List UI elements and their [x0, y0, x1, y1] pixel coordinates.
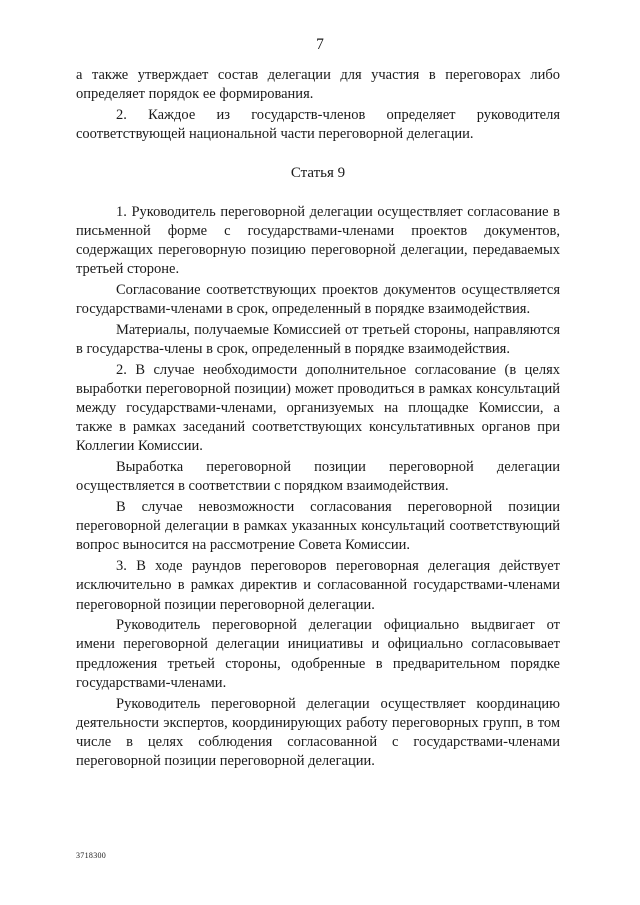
continuation-paragraph: а также утверждает состав делегации для участия в переговорах либо определяет порядок ее формирования.: [76, 67, 560, 103]
paragraph: 1. Руководитель переговорной делегации осуществляет согласование в письменной форме с государствами-членами проектов документов, содержащих переговорную позицию переговорной делегации, передаваемых третьей стороне.: [76, 203, 560, 278]
article-heading: Статья 9: [290, 165, 346, 182]
paragraph: Согласование соответствующих проектов документов осуществляется государствами-членами в срок, определенный в порядке взаимодействия.: [76, 281, 560, 318]
paragraph: Руководитель переговорной делегации официально выдвигает от имени переговорной делегации инициативы и официально согласовывает предложения третьей стороны, одобренные в предварительном порядке государствами-членами.: [76, 617, 560, 691]
page-number: 7: [316, 36, 324, 53]
paragraph: Выработка переговорной позиции переговорной делегации осуществляется в соответствии с порядком взаимодействия.: [76, 459, 560, 495]
document-body: [76, 66, 560, 773]
paragraph: 2. В случае необходимости дополнительное согласование (в целях выработки переговорной позиции) может проводиться в рамках консультаций между государствами-членами, организуемых на площадке Комиссии, а также в рамках заседаний соответствующих консультативных органов при Коллегии Комиссии.: [76, 361, 560, 455]
paragraph: 3. В ходе раундов переговоров переговорная делегация действует исключительно в рамках директив и согласованной государствами-членами переговорной позиции переговорной делегации.: [76, 558, 560, 613]
paragraph: Материалы, получаемые Комиссией от третьей стороны, направляются в государства-члены в срок, определенный в порядке взаимодействия.: [76, 321, 560, 357]
paragraph: Руководитель переговорной делегации осуществляет координацию деятельности экспертов, координирующих работу переговорных групп, в том числе в целях соблюдения согласованной с государствами-членами переговорной позиции переговорной делегации.: [76, 695, 560, 770]
paragraph-item-2: 2. Каждое из государств-членов определяет руководителя соответствующей национальной части переговорной делегации.: [76, 106, 560, 143]
paragraph: В случае невозможности согласования переговорной позиции переговорной делегации в рамках указанных консультаций соответствующий вопрос выносится на рассмотрение Совета Комиссии.: [76, 499, 560, 554]
document-number: 3718300: [76, 851, 107, 860]
